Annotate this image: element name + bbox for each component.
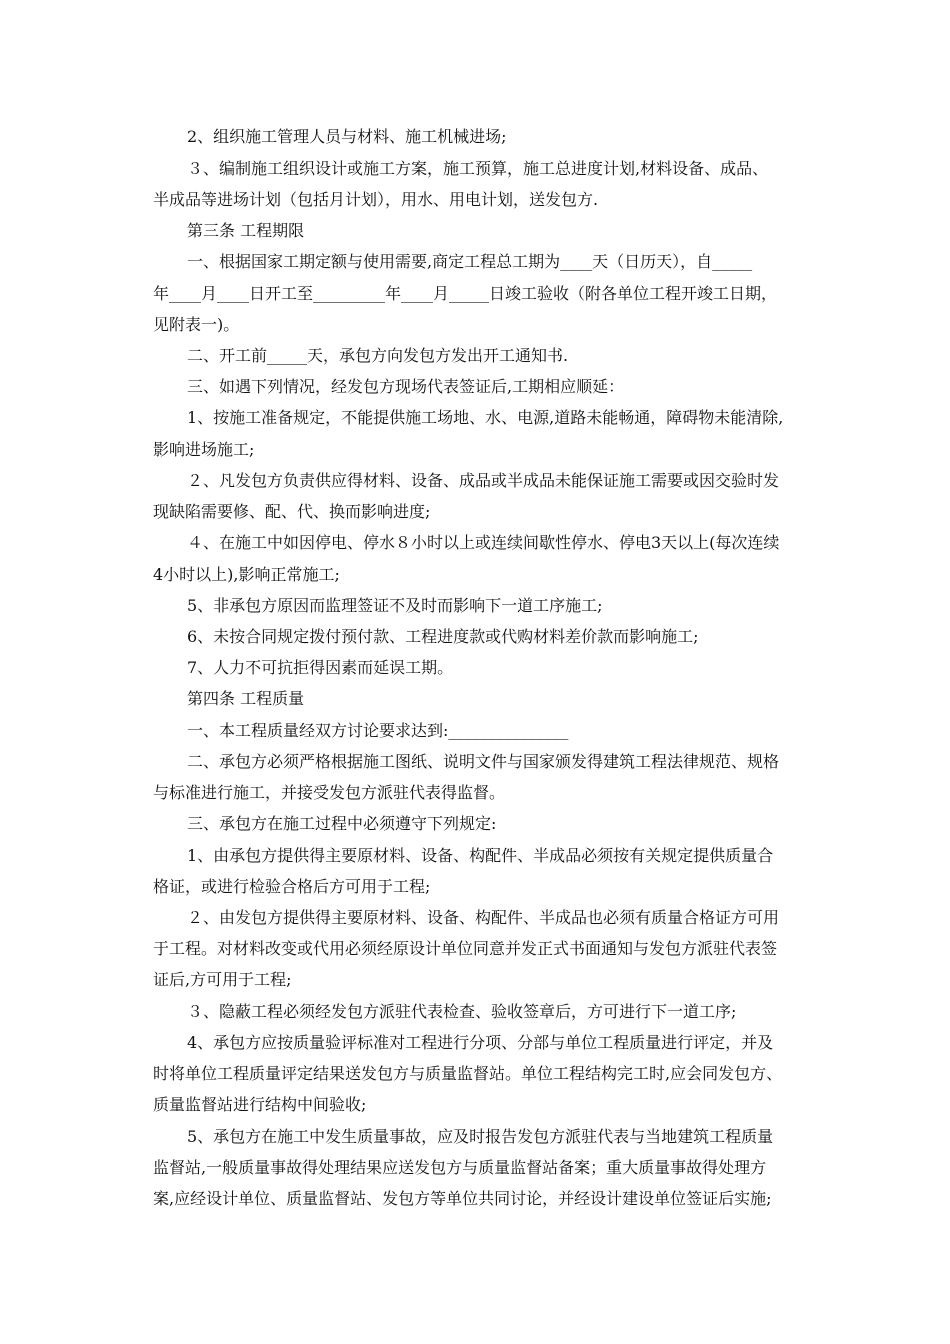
section-heading: 第三条 工程期限	[187, 221, 305, 240]
text-line: ２、由发包方提供得主要原材料、设备、构配件、半成品也必须有质量合格证方可用	[187, 908, 780, 927]
text-line: 年____月____日开工至_________年____月_____日竣工验收（附各单位工程开竣工日期，	[153, 284, 778, 303]
text-line: 4、承包方应按质量验评标准对工程进行分项、分部与单位工程质量进行评定，并及	[187, 1033, 774, 1052]
text-line: ３、隐蔽工程必须经发包方派驻代表检查、验收签章后，方可进行下一道工序;	[187, 1002, 737, 1021]
text-line: 格证，或进行检验合格后方可用于工程;	[153, 877, 431, 896]
text-line: 案,应经设计单位、质量监督站、发包方等单位共同讨论，并经设计建设单位签证后实施;	[153, 1189, 772, 1208]
text-line: 二、承包方必须严格根据施工图纸、说明文件与国家颁发得建筑工程法律规范、规格	[187, 752, 780, 771]
text-line: 5、承包方在施工中发生质量事故，应及时报告发包方派驻代表与当地建筑工程质量	[187, 1127, 774, 1146]
text-line: 一、本工程质量经双方讨论要求达到:_______________	[187, 721, 569, 740]
text-line: 三、如遇下列情况，经发包方现场代表签证后,工期相应顺延：	[187, 377, 625, 396]
text-line: 质量监督站进行结构中间验收;	[153, 1095, 367, 1114]
text-line: 影响进场施工;	[153, 440, 255, 459]
text-line: 二、开工前_____天，承包方向发包方发出开工通知书.	[187, 346, 569, 365]
text-line: 1、按施工准备规定，不能提供施工场地、水、电源,道路未能畅通，障碍物未能清除,	[187, 408, 784, 427]
text-line: 于工程。对材料改变或代用必须经原设计单位同意并发正式书面通知与发包方派驻代表签	[153, 939, 778, 958]
text-line: 证后,方可用于工程;	[153, 970, 292, 989]
text-line: 2、组织施工管理人员与材料、施工机械进场;	[187, 127, 507, 146]
text-line: 时将单位工程质量评定结果送发包方与质量监督站。单位工程结构完工时,应会同发包方、	[153, 1064, 783, 1083]
text-line: 5、非承包方原因而监理签证不及时而影响下一道工序施工;	[187, 596, 603, 615]
section-heading: 第四条 工程质量	[187, 689, 305, 708]
text-line: 见附表一)。	[153, 315, 240, 334]
text-line: 一、根据国家工期定额与使用需要,商定工程总工期为____天（日历天），自_____	[187, 252, 753, 271]
text-line: ２、凡发包方负责供应得材料、设备、成品或半成品未能保证施工需要或因交验时发	[187, 471, 780, 490]
text-line: 半成品等进场计划（包括月计划），用水、用电计划，送发包方.	[153, 190, 599, 209]
text-line: 6、未按合同规定拨付预付款、工程进度款或代购材料差价款而影响施工;	[187, 627, 699, 646]
text-line: ４、在施工中如因停电、停水８小时以上或连续间歇性停水、停电3天以上(每次连续	[187, 533, 780, 552]
text-line: ３、编制施工组织设计或施工方案，施工预算，施工总进度计划,材料设备、成品、	[187, 159, 769, 178]
text-line: 三、承包方在施工过程中必须遵守下列规定:	[187, 814, 497, 833]
text-line: 1、由承包方提供得主要原材料、设备、构配件、半成品必须按有关规定提供质量合	[187, 846, 774, 865]
text-line: 监督站,一般质量事故得处理结果应送发包方与质量监督站备案；重大质量事故得处理方	[153, 1158, 767, 1177]
text-line: 4小时以上),影响正常施工;	[153, 565, 340, 584]
text-line: 现缺陷需要修、配、代、换而影响进度;	[153, 502, 431, 521]
text-line: 7、人力不可抗拒得因素而延误工期。	[187, 658, 454, 677]
text-line: 与标准进行施工，并接受发包方派驻代表得监督。	[153, 783, 506, 802]
